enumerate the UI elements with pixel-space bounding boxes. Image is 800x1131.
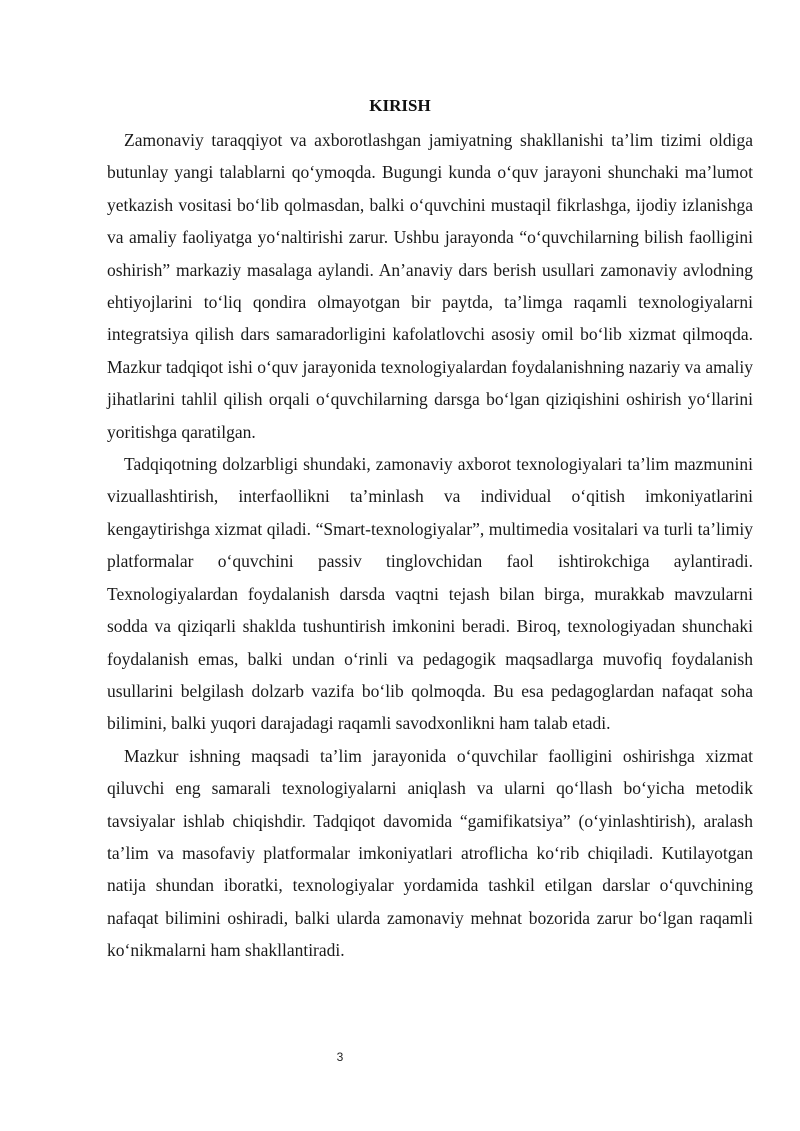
section-heading: KIRISH: [369, 96, 431, 115]
paragraph-goal: Mazkur ishning maqsadi ta’lim jarayonida o‘quvchilar faolligini oshirishga xizmat qiluvchi eng samarali texnologiyalarni aniqlash va ularni qo‘llash bo‘yicha metodik tavsiyalar ishlab chiqishdir. Tadqiqot davomida “gamifikatsiya” (o‘yinlashtirish), aralash ta’lim va masofaviy platformalar imkoniyatlari atroflicha ko‘rib chiqiladi. Kutilayotgan natija shundan iboratki, texnologiyalar yordamida tashkil etilgan darslar o‘quvchining nafaqat bilimini oshiradi, balki ularda zamonaviy mehnat bozorida zarur bo‘lgan raqamli ko‘nikmalarni ham shakllantiradi.: [107, 745, 753, 961]
page-number: 3: [336, 1050, 344, 1064]
paragraph-introduction: Zamonaviy taraqqiyot va axborotlashgan jamiyatning shakllanishi ta’lim tizimi oldiga butunlay yangi talablarni qo‘ymoqda. Bugungi kunda o‘quv jarayoni shunchaki ma’lumot yetkazish vositasi bo‘lib qolmasdan, balki o‘quvchini mustaqil fikrlashga, ijodiy izlanishga va amaliy faoliyatga yo‘naltirishi zarur. Ushbu jarayonda “o‘quvchilarning bilish faolligini oshirish” markaziy masalaga aylandi. An’anaviy dars berish usullari zamonaviy avlodning ehtiyojlarini to‘liq qondira olmayotgan bir paytda, ta’limga raqamli texnologiyalarni integratsiya qilish dars samaradorligini kafolatlovchi asosiy omil bo‘lib xizmat qilmoqda. Mazkur tadqiqot ishi o‘quv jarayonida texnologiyalardan foydalanishning nazariy va amaliy jihatlarini tahlil qilish orqali o‘quvchilarning darsga bo‘lgan qiziqishini oshirish yo‘llarini yoritishga qaratilgan.: [107, 130, 753, 442]
paragraph-relevance: Tadqiqotning dolzarbligi shundaki, zamonaviy axborot texnologiyalari ta’lim mazmunini vizuallashtirish, interfaollikni ta’minlash va individual o‘qitish imkoniyatlarini kengaytirishga xizmat qiladi. “Smart-texnologiyalar”, multimedia vositalari va turli ta’limiy platformalar o‘quvchini passiv tinglovchidan faol ishtirokchiga aylantiradi. Texnologiyalardan foydalanish darsda vaqtni tejash bilan birga, murakkab mavzularni sodda va qiziqarli shaklda tushuntirish imkonini beradi. Biroq, texnologiyadan shunchaki foydalanish emas, balki undan o‘rinli va pedagogik maqsadlarga muvofiq foydalanish usullarini belgilash dolzarb vazifa bo‘lib qolmoqda. Bu esa pedagoglardan nafaqat soha bilimini, balki yuqori darajadagi raqamli savodxonlikni ham talab etadi.: [107, 454, 753, 734]
body-text: [107, 124, 753, 967]
